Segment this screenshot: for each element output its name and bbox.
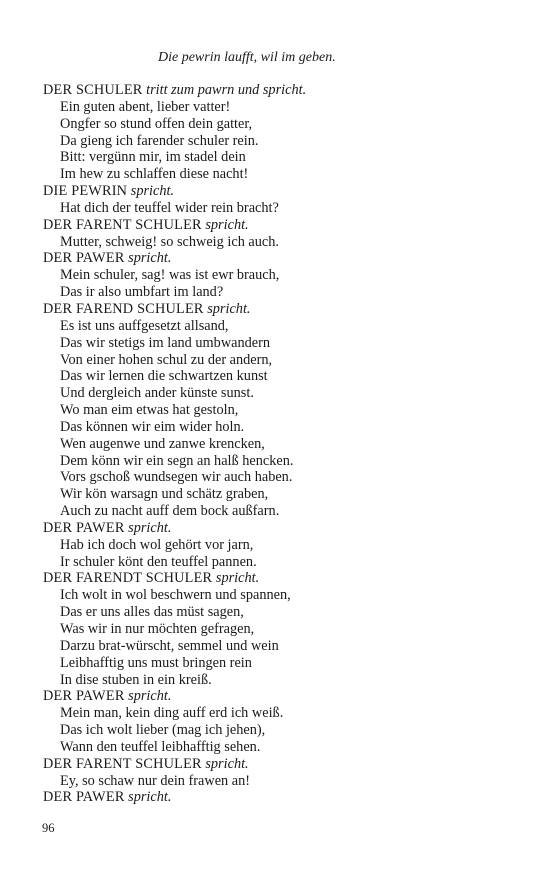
- speaker-line: [43, 520, 513, 537]
- speaker-name: DER FARENDT SCHULER: [43, 570, 213, 587]
- speaker-action: spricht.: [130, 183, 175, 200]
- speaker-name: DIE PEWRIN: [43, 183, 128, 200]
- verse-line: Das ich wolt lieber (mag ich jehen),: [60, 722, 266, 739]
- verse-line: Ein guten abent, lieber vatter!: [60, 98, 231, 115]
- verse-line: Da gieng ich farender schuler rein.: [60, 132, 259, 149]
- verse-line: Was wir in nur möchten gefragen,: [60, 621, 255, 637]
- speaker-line: [43, 570, 513, 587]
- verse-line: Das ir also umbfart im land?: [60, 284, 224, 301]
- speaker-action: spricht.: [207, 300, 251, 317]
- verse-line: Mein schuler, sag! was ist ewr brauch,: [60, 267, 280, 284]
- speaker-action: spricht.: [128, 519, 172, 536]
- speaker-line: [43, 217, 513, 234]
- verse-line: Darzu brat-würscht, semmel und wein: [60, 637, 279, 654]
- speaker-name: DER FARENT SCHULER: [43, 216, 202, 233]
- verse-line: Ey, so schaw nur dein frawen an!: [60, 772, 251, 789]
- verse-line: Und dergleich ander künste sunst.: [60, 385, 254, 402]
- verse-line: Auch zu nacht auff dem bock außfarn.: [60, 503, 280, 520]
- speaker-name: DER FAREND SCHULER: [43, 300, 204, 317]
- verse-line: Wann den teuffel leibhafftig sehen.: [60, 738, 261, 755]
- speaker-action: tritt zum pawrn und spricht.: [146, 82, 307, 98]
- speaker-action: spricht.: [128, 250, 172, 267]
- verse-line: Von einer hohen schul zu der andern,: [60, 351, 273, 368]
- verse-line: Leibhafftig uns must bringen rein: [60, 654, 252, 671]
- verse-line: Wir kön warsagn und schätz graben,: [60, 486, 269, 503]
- verse-line: Vors gschoß wundsegen wir auch haben.: [60, 469, 293, 486]
- speaker-line: [43, 301, 513, 318]
- verse-line: In dise stuben in ein kreiß.: [60, 671, 212, 688]
- speaker-name: DER PAWER: [43, 519, 125, 536]
- speaker-name: DER PAWER: [43, 688, 125, 705]
- speaker-action: spricht.: [205, 216, 249, 233]
- verse-line: Mein man, kein ding auff erd ich weiß.: [60, 705, 284, 722]
- speaker-line: [43, 250, 513, 267]
- stage-direction: Die pewrin laufft, wil im geben.: [158, 50, 336, 65]
- speaker-action: spricht.: [215, 570, 260, 587]
- verse-line: Das er uns alles das müst sagen,: [60, 604, 244, 621]
- verse-line: Dem könn wir ein segn an halß hencken.: [60, 452, 294, 469]
- speaker-line: [43, 756, 513, 773]
- verse-line: Wo man eim etwas hat gestoln,: [60, 402, 239, 419]
- verse-line: Ir schuler könt den teuffel pannen.: [60, 553, 257, 570]
- verse-line: Das wir stetigs im land umbwandern: [60, 334, 271, 351]
- verse-line: Das können wir eim wider holn.: [60, 418, 245, 435]
- verse-line: Mutter, schweig! so schweig ich auch.: [60, 233, 279, 250]
- verse-line: Im hew zu schlaffen diese nacht!: [60, 166, 249, 183]
- verse-line: Wen augenwe und zanwe krencken,: [60, 435, 265, 452]
- verse-line: Hab ich doch wol gehört vor jarn,: [60, 536, 254, 553]
- speaker-line: [43, 82, 513, 99]
- speaker-action: spricht.: [128, 789, 172, 806]
- play-text: [43, 82, 513, 806]
- verse-line: Hat dich der teuffel wider rein bracht?: [60, 199, 279, 216]
- verse-line: Ongfer so stund offen dein gatter,: [60, 115, 253, 132]
- speaker-name: DER SCHULER: [43, 82, 143, 98]
- speaker-line: [43, 789, 513, 806]
- verse-line: Das wir lernen die schwartzen kunst: [60, 368, 268, 385]
- speaker-name: DER PAWER: [43, 789, 125, 806]
- speaker-name: DER PAWER: [43, 250, 125, 267]
- verse-line: Es ist uns auffgesetzt allsand,: [60, 317, 229, 334]
- verse-line: Ich wolt in wol beschwern und spannen,: [60, 587, 291, 604]
- speaker-name: DER FARENT SCHULER: [43, 755, 202, 772]
- page-number: 96: [42, 821, 55, 835]
- speaker-line: [43, 688, 513, 705]
- speaker-line: [43, 183, 513, 200]
- speaker-action: spricht.: [128, 688, 172, 705]
- speaker-action: spricht.: [205, 755, 249, 772]
- verse-line: Bitt: vergünn mir, im stadel dein: [60, 149, 246, 166]
